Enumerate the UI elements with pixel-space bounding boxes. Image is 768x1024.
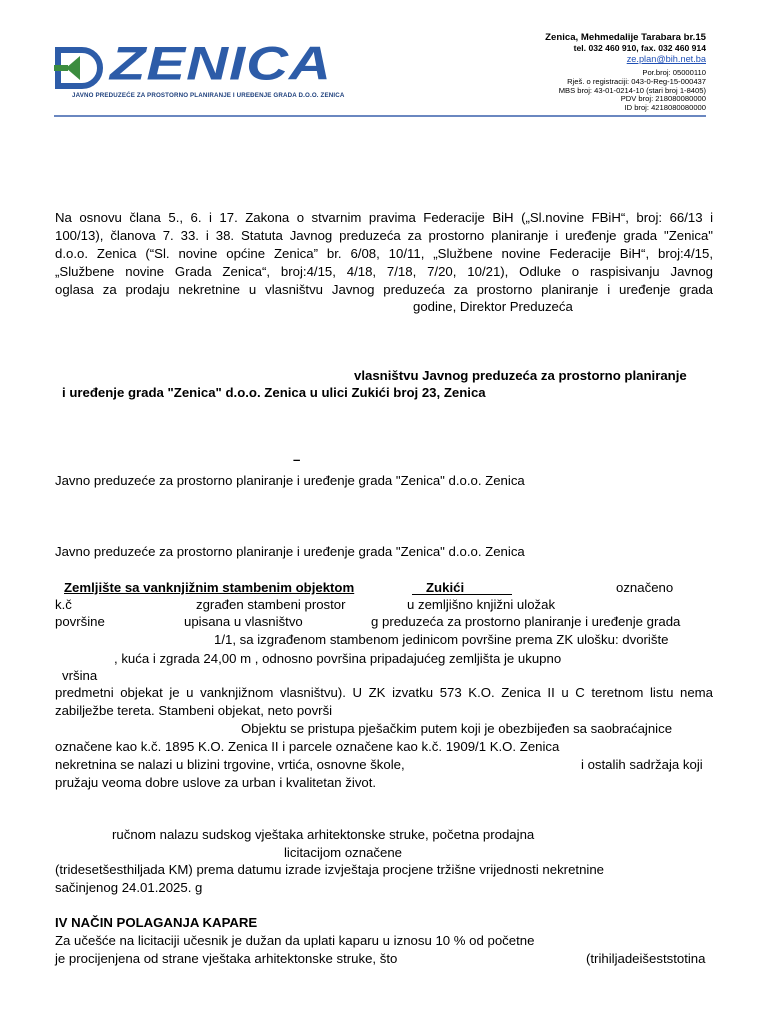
property-line: i ostalih sadržaja koji — [581, 757, 703, 772]
share-text: 1/1, sa izgrađenom stambenom jedinicom površine prema ZK ulošku: dvorište — [214, 632, 669, 647]
deposit-line: je procijenjena od strane vještaka arhitektonske struke, što — [55, 951, 398, 966]
logo-emblem-icon — [52, 46, 104, 90]
intro-line: 100/13), članova 7. 33. i 38. Statuta Javnog preduzeća za prostorno planiranje i uređenje grada "Zenica" — [55, 228, 713, 243]
property-line: nekretnina se nalazi u blizini trgovine, vrtića, osnovne škole, — [55, 757, 405, 772]
intro-closing: godine, Direktor Preduzeća — [413, 299, 573, 314]
zk-label: u zemljišno knjižni uložak — [407, 597, 556, 612]
intro-line: oglasa za prodaju nekretnine u vlasništvu Javnog preduzeća za prostorno planiranje i uređenje grada — [55, 282, 713, 297]
property-line: predmetni objekat je u vanknjižnom vlasništvu). U ZK izvatku 573 K.O. Zenica II u C teretnom listu nema — [55, 685, 713, 700]
price-line: licitacijom označene — [284, 845, 403, 860]
location-text: Zukići — [426, 580, 465, 595]
seller-name: Javno preduzeće za prostorno planiranje i uređenje grada "Zenica" d.o.o. Zenica — [55, 473, 525, 488]
registration-block — [559, 69, 706, 113]
address: Zenica, Mehmedalije Tarabara br.15 — [545, 32, 706, 43]
reg-line: ID broj: 4218080080000 — [624, 103, 706, 113]
seller-name: Javno preduzeće za prostorno planiranje i uređenje grada "Zenica" d.o.o. Zenica — [55, 544, 525, 559]
intro-line: „Službene novine Grada Zenica“, broj:4/15, 4/18, 7/18, 7/20, 10/21), Odluke o raspisivanju Javnog — [55, 264, 713, 279]
title-line-1: vlasništvu Javnog preduzeća za prostorno planiranje — [354, 368, 687, 383]
deposit-heading: IV NAČIN POLAGANJA KAPARE — [55, 915, 258, 930]
price-line: (tridesetšesthiljada KM) prema datumu izrade izvještaja procjene tržišne vrijednosti nekretnine — [55, 862, 605, 877]
dash-mark: – — [293, 452, 301, 467]
contact-block — [545, 32, 706, 65]
deposit-line: (trihiljadeišeststotina — [586, 951, 706, 966]
kc-label: k.č — [55, 597, 72, 612]
price-line: ručnom nalazu sudskog vještaka arhitektonske struke, početna prodajna — [112, 827, 535, 842]
intro-line: Na osnovu člana 5., 6. i 17. Zakona o stvarnim pravima Federacije BiH („Sl.novine FBiH“, broj: 66/13 i — [55, 210, 713, 225]
header-divider — [54, 115, 706, 117]
registered-label: upisana u vlasništvo — [184, 614, 303, 629]
reg-line: Por.broj: 05000110 — [642, 68, 706, 77]
property-line: Objektu se pristupa pješačkim putem koji je obezbijeđen sa saobraćajnice — [241, 721, 673, 736]
reg-line: PDV broj: 218080080000 — [620, 94, 706, 104]
logo-subtitle: JAVNO PREDUZEĆE ZA PROSTORNO PLANIRANJE I UREĐENJE GRADA D.O.O. ZENICA — [72, 92, 345, 99]
area-label: površine — [55, 614, 105, 629]
vrsina-text: vršina — [62, 668, 98, 683]
deposit-line: Za učešće na licitaciji učesnik je dužan da uplati kaparu u iznosu 10 % od početne — [55, 933, 535, 948]
reg-line: MBS broj: 43-01-0214-10 (stari broj 1-8405) — [558, 85, 706, 95]
marked-label: označeno — [616, 580, 674, 595]
owner-text: g preduzeća za prostorno planiranje i uređenje grada — [371, 614, 681, 629]
logo-wordmark: ZENICA — [110, 36, 332, 91]
property-line: zabilježbe tereta. Stambeni objekat, neto površi — [55, 703, 333, 718]
house-area-text: , kuća i zgrada 24,00 m , odnosno površina pripadajućeg zemljišta je ukupno — [114, 651, 562, 666]
reg-line: Rješ. o registraciji: 043-0-Reg-15-000437 — [567, 76, 706, 86]
price-line: sačinjenog 24.01.2025. g — [55, 880, 203, 895]
phone-fax: tel. 032 460 910, fax. 032 460 914 — [573, 43, 706, 53]
email-link[interactable]: ze.plan@bih.net.ba — [626, 54, 706, 64]
property-location — [412, 580, 512, 595]
property-line: označene kao k.č. 1895 K.O. Zenica II i parcele označene kao k.č. 1909/1 K.O. Zenica — [55, 739, 560, 754]
intro-line: d.o.o. Zenica (“Sl. novine općine Zenica” br. 6/08, 10/11, „Službene novine Federacije BiH“, broj:4/15, — [55, 246, 713, 261]
property-heading: Zemljište sa vanknjižnim stambenim objektom — [64, 580, 355, 595]
title-line-2: i uređenje grada "Zenica" d.o.o. Zenica u ulici Zukići broj 23, Zenica — [62, 385, 486, 400]
property-line: pružaju veoma dobre uslove za urban i kvalitetan život. — [55, 775, 377, 790]
built-label: zgrađen stambeni prostor — [196, 597, 346, 612]
